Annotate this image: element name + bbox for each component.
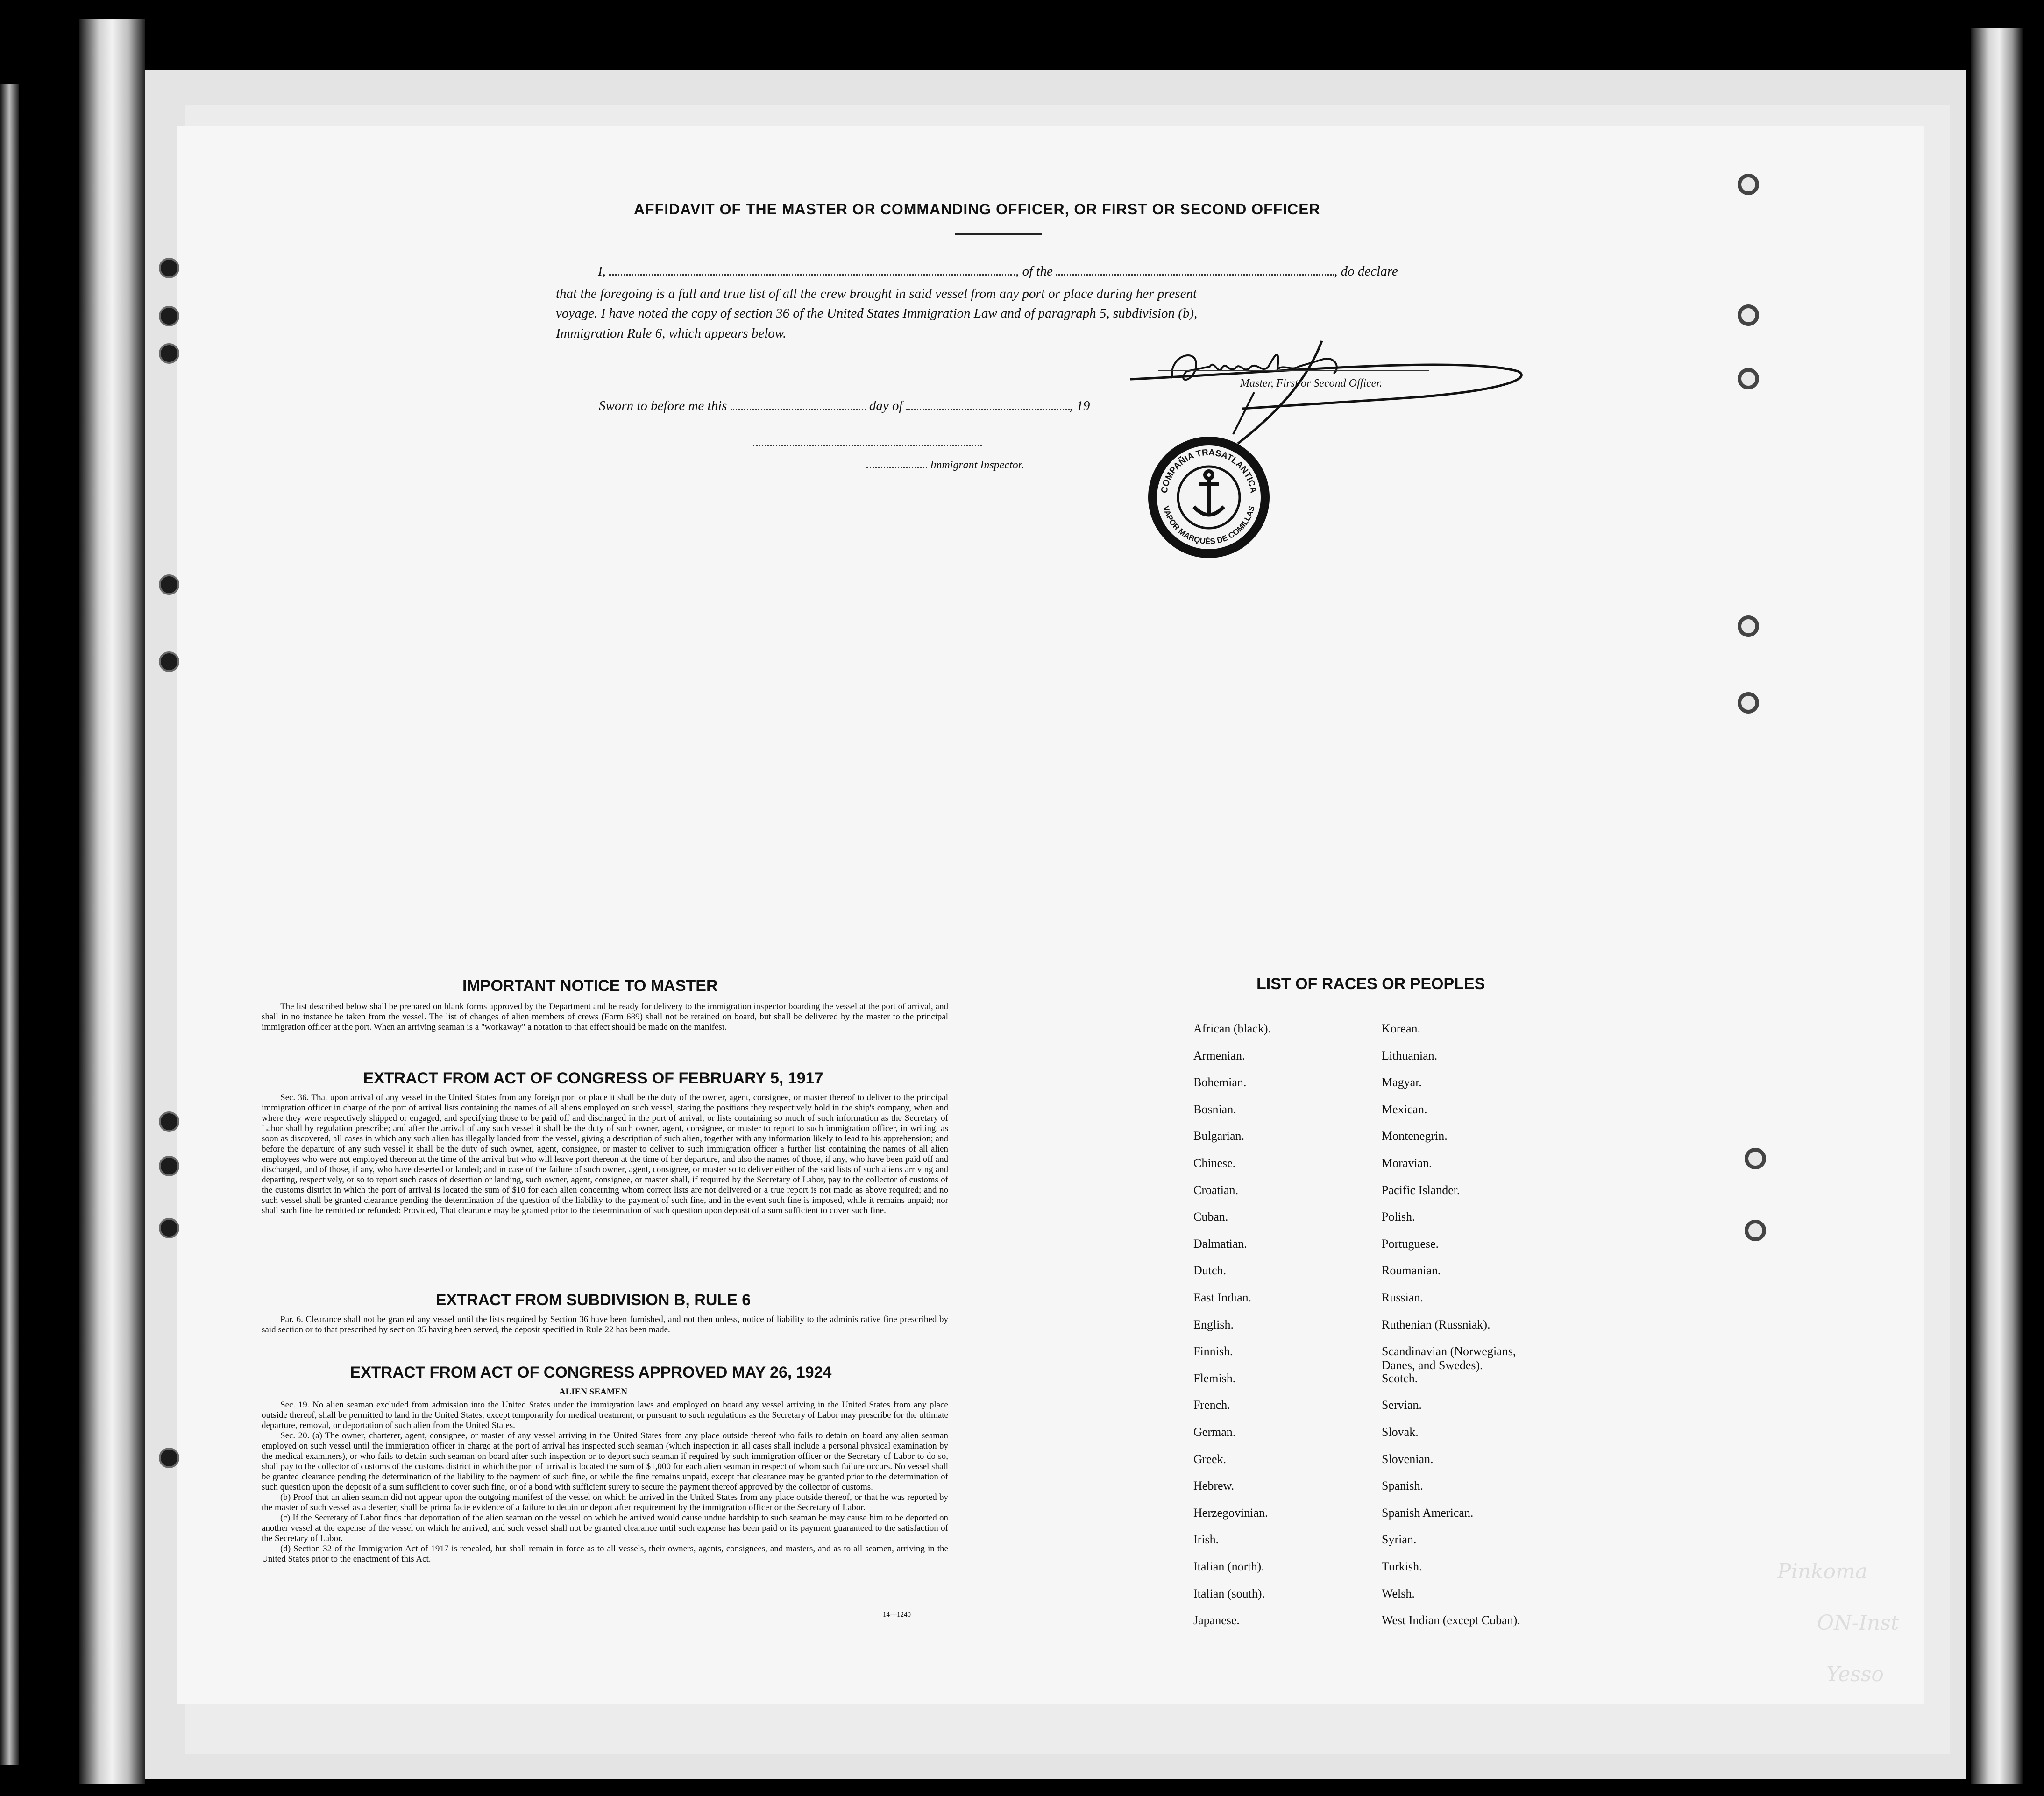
race-entry: Bosnian. (1193, 1102, 1236, 1116)
master-signature-label: Master, First or Second Officer. (1240, 377, 1382, 389)
punch-hole (1738, 304, 1759, 326)
notice-text: The list described below shall be prepared on blank forms approved by the Department and be ready for delivery to the immigration inspector boarding the vessel at the port of arrival, and shall in no instance be taken from the vessel. The list of changes of alien members of crews (Form 689) shall not be retained on board, but shall be delivered by the master to the principal immigration officer at the port. When an arriving seaman is a "workaway" a notation to that effect should be made on the manifest. (262, 1002, 948, 1032)
inspector-signature-line[interactable] (753, 445, 982, 446)
notice-body (262, 1002, 948, 1032)
punch-hole (1738, 692, 1759, 714)
race-entry: Scandinavian (Norwegians, Danes, and Swedes). (1382, 1344, 1516, 1372)
race-entry: Flemish. (1193, 1371, 1236, 1385)
race-entry: Cuban. (1193, 1210, 1228, 1224)
race-entry: Dalmatian. (1193, 1237, 1247, 1251)
notice-title: IMPORTANT NOTICE TO MASTER (462, 977, 718, 995)
race-entry: Armenian. (1193, 1048, 1245, 1062)
margin-note-line3: Yesso (1826, 1662, 1884, 1686)
race-entry: Hebrew. (1193, 1479, 1235, 1493)
race-entry: Bulgarian. (1193, 1129, 1245, 1143)
alien-seamen-subtitle: ALIEN SEAMEN (559, 1387, 628, 1397)
affidavit-declaration-line1 (598, 262, 1448, 281)
extract-1917-body (262, 1093, 948, 1216)
extract-1917-text: Sec. 36. That upon arrival of any vessel in the United States from any foreign port or place it shall be the duty of the owner, agent, consignee, or master thereof to deliver to the principal immigration officer in charge of the port of arrival lists containing the names of all aliens employed on such vessel, stating the positions they respectively hold in the ship's company, when and where they were respectively shipped or engaged, and specifying those to be paid off and discharged in the port of arrival; or lists containing so much of such information as the Secretary of Labor shall by regulation prescribe; and after the arrival of any such vessel it shall be the duty of such owner, agent, consignee, or master to report to such immigration officer, in writing, as soon as discovered, all cases in which any such alien has illegally landed from the vessel, giving a description of such alien, together with any information likely to lead to his apprehension; and before the departure of any such vessel it shall be the duty of such owner, agent, consignee, or master to deliver to such immigration officer a further list containing the names of all alien employees who were not employed thereon at the time of the arrival but who will leave port thereon at the time of her departure, and also the names of those, if any, who have been paid off and discharged, and of those, if any, who have deserted or landed; and in case of the failure of such owner, agent, consignee, or master so to deliver either of the said lists of such aliens arriving and departing, respectively, or so to report such cases of desertion or landing, such owner, agent, consignee, or master shall, if required by the Secretary of Labor, pay to the collector of customs of the customs district in which the port of arrival is located the sum of $10 for each alien concerning whom correct lists are not delivered or a true report is not made as above required; and no such vessel shall be granted clearance pending the determination of the question of the liability to the payment of such fine, and in the event such fine is imposed, while it remains unpaid; nor shall such fine be remitted or refunded: Provided, That clearance may be granted prior to the determination of such question upon deposit of a sum sufficient to cover such fine. (262, 1093, 948, 1216)
race-entry: Portuguese. (1382, 1237, 1439, 1251)
sec20b-text: (b) Proof that an alien seaman did not appear upon the outgoing manifest of the vessel on which he arrived in the United States from any place outside thereof, or that he was reported by the master of such vessel as a deserter, shall be prima facie evidence of a failure to detain or deport after requirement by the immigration officer or the Secretary of Labor. (262, 1492, 948, 1513)
binder-bar-right (1971, 28, 2023, 1784)
extract-1924-title: EXTRACT FROM ACT OF CONGRESS APPROVED MAY 26, 1924 (350, 1364, 832, 1381)
inspector-dots (866, 460, 927, 468)
punch-hole (159, 1156, 179, 1176)
master-signature-line (1158, 370, 1429, 371)
race-entry: West Indian (except Cuban). (1382, 1613, 1520, 1627)
race-entry: Ruthenian (Russniak). (1382, 1317, 1490, 1331)
punch-hole (1738, 174, 1759, 195)
day-of-label: day of (869, 398, 903, 413)
affidavit-do-declare: , do declare (1334, 264, 1398, 279)
race-entry: Welsh. (1382, 1586, 1415, 1600)
race-entry: Turkish. (1382, 1560, 1422, 1573)
race-entry: Japanese. (1193, 1613, 1240, 1627)
extract-1917-title: EXTRACT FROM ACT OF CONGRESS OF FEBRUARY 5, 1917 (363, 1069, 823, 1087)
race-entry: Italian (south). (1193, 1586, 1265, 1600)
race-entry: Magyar. (1382, 1075, 1422, 1089)
race-entry: Finnish. (1193, 1344, 1233, 1358)
race-entry: Scotch. (1382, 1371, 1418, 1385)
punch-hole (159, 651, 179, 672)
punch-hole (159, 306, 179, 326)
master-name-field[interactable] (609, 264, 1015, 276)
sworn-label: Sworn to before me this (599, 398, 727, 413)
seal-text-bottom: VAPOR MARQUÉS DE COMILLAS (1161, 505, 1256, 546)
race-entry: African (black). (1193, 1022, 1271, 1035)
race-entry: Syrian. (1382, 1533, 1417, 1547)
race-entry: Mexican. (1382, 1102, 1427, 1116)
punch-hole (1745, 1220, 1766, 1241)
race-entry: Slovak. (1382, 1425, 1419, 1439)
seal-graphic (1148, 437, 1270, 558)
race-entry: Roumanian. (1382, 1264, 1441, 1278)
race-entry: Chinese. (1193, 1156, 1236, 1170)
affidavit-title: AFFIDAVIT OF THE MASTER OR COMMANDING OFFICER, OR FIRST OR SECOND OFFICER (634, 201, 1320, 218)
sworn-month-field[interactable] (906, 398, 1070, 410)
form-number: 14—1240 (883, 1611, 911, 1619)
punch-hole (1738, 368, 1759, 389)
binder-bar-left (79, 19, 145, 1784)
company-stamp-seal (1148, 437, 1270, 558)
race-entry: Slovenian. (1382, 1452, 1434, 1466)
race-entry: Bohemian. (1193, 1075, 1247, 1089)
races-left-column (1193, 1022, 1380, 1638)
race-entry: Korean. (1382, 1022, 1421, 1035)
race-entry: Croatian. (1193, 1183, 1239, 1197)
race-entry: Polish. (1382, 1210, 1415, 1224)
subdivision-title: EXTRACT FROM SUBDIVISION B, RULE 6 (435, 1291, 751, 1309)
sworn-day-field[interactable] (731, 398, 866, 410)
seal-text-top: COMPAÑIA TRASATLANTICA (1159, 447, 1258, 494)
affidavit-declaration-line3: voyage. I have noted the copy of section 36 of the United States Immigration Law and of paragraph 5, subdivision (b), (556, 306, 1198, 321)
sworn-line (599, 396, 1159, 416)
punch-hole (159, 343, 179, 364)
race-entry: French. (1193, 1398, 1230, 1412)
race-entry: Servian. (1382, 1398, 1422, 1412)
sec20d-text: (d) Section 32 of the Immigration Act of 1917 is repealed, but shall remain in force as to all vessels, their owners, agents, consignees, and masters, and as to all seamen, arriving in the United States prior to the enactment of this Act. (262, 1544, 948, 1564)
race-entry: Russian. (1382, 1291, 1423, 1304)
affidavit-of-the: , of the (1015, 264, 1053, 279)
race-entry: Greek. (1193, 1452, 1227, 1466)
races-title: LIST OF RACES OR PEOPLES (1256, 975, 1485, 993)
subdivision-text: Par. 6. Clearance shall not be granted any vessel until the lists required by Section 36 have been furnished, and not then unless, notice of liability to the administrative fine prescribed by said section or to that prescribed by section 35 having been served, the deposit specified in Rule 22 has been made. (262, 1315, 948, 1335)
binder-edge-left (0, 84, 19, 1765)
punch-hole (159, 258, 179, 278)
margin-note-line2: ON-Inst (1817, 1611, 1899, 1635)
race-entry: Italian (north). (1193, 1560, 1264, 1573)
year-label: , 19 (1069, 398, 1090, 413)
inspector-line (866, 455, 1024, 475)
subdivision-body (262, 1315, 948, 1335)
race-entry: Irish. (1193, 1533, 1219, 1547)
race-entry: East Indian. (1193, 1291, 1252, 1304)
vessel-name-field[interactable] (1056, 264, 1334, 276)
affidavit-i: I, (598, 264, 606, 279)
punch-hole (1738, 615, 1759, 637)
race-entry: German. (1193, 1425, 1236, 1439)
race-entry: Montenegrin. (1382, 1129, 1448, 1143)
races-right-column (1382, 1022, 1587, 1638)
inspector-label: Immigrant Inspector. (930, 459, 1024, 471)
race-entry: Spanish American. (1382, 1506, 1474, 1520)
punch-hole (159, 1111, 179, 1132)
race-entry: Moravian. (1382, 1156, 1432, 1170)
affidavit-declaration-line2: that the foregoing is a full and true list of all the crew brought in said vessel from any port or place during her present (556, 286, 1197, 301)
margin-note-line1: Pinkoma (1777, 1560, 1868, 1584)
race-entry: Lithuanian. (1382, 1048, 1438, 1062)
punch-hole (159, 574, 179, 595)
race-entry: Dutch. (1193, 1264, 1227, 1278)
title-underline (955, 233, 1042, 235)
sec20c-text: (c) If the Secretary of Labor finds that deportation of the alien seaman on the vessel on which he arrived would cause undue hardship to such seaman he may cause him to be deported on another vessel at the expense of the vessel on which he arrived, and such vessel shall not be granted clearance until such expense has been paid or its payment guaranteed to the satisfaction of the Secretary of Labor. (262, 1513, 948, 1543)
punch-hole (1745, 1148, 1766, 1169)
punch-hole (159, 1218, 179, 1238)
punch-hole (159, 1448, 179, 1468)
race-entry: English. (1193, 1317, 1234, 1331)
race-entry: Herzegovinian. (1193, 1506, 1268, 1520)
race-entry: Pacific Islander. (1382, 1183, 1460, 1197)
extract-1924-body (262, 1400, 948, 1564)
sec20a-text: Sec. 20. (a) The owner, charterer, agent, consignee, or master of any vessel arriving in the United States from any place outside thereof who fails to detain on board any alien seaman employed on such vessel until the immigration officer in charge at the port of arrival has inspected such seaman (which inspection in all cases shall include a personal physical examination by the medical examiners), or who fails to detain such seaman on board after such inspection or to deport such seaman if required by such immigration officer or the Secretary of Labor to do so, shall pay to the collector of customs of the customs district in which the port of arrival is located the sum of $1,000 for each alien seaman in respect of whom such failure occurs. No vessel shall be granted clearance pending the determination of the liability to the payment of such fine, or while the fine remains unpaid, except that clearance may be granted prior to the determination of such question upon the deposit of a sum sufficient to cover such fine, or of a bond with sufficient surety to secure the payment thereof approved by the collector of customs. (262, 1431, 948, 1492)
affidavit-declaration-line4: Immigration Rule 6, which appears below. (556, 326, 787, 341)
sec19-text: Sec. 19. No alien seaman excluded from admission into the United States under the immigration laws and employed on board any vessel arriving in the United States from any place outside thereof, shall be permitted to land in the United States, except temporarily for medical treatment, or pursuant to such regulations as the Secretary of Labor may prescribe for the ultimate departure, removal, or deportation of such alien from the United States. (262, 1400, 948, 1430)
race-entry: Spanish. (1382, 1479, 1423, 1493)
